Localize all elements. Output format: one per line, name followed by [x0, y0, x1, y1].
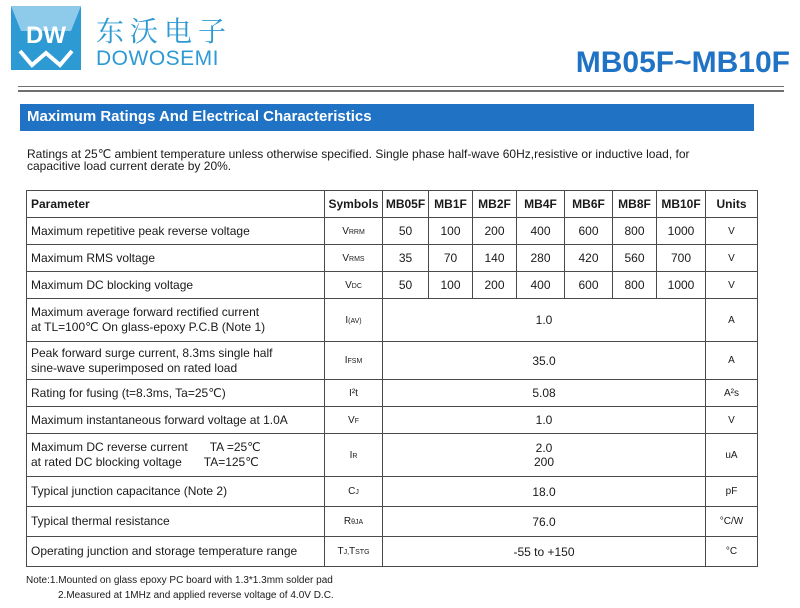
- table-row: [27, 434, 758, 477]
- value-cell: 800: [613, 272, 657, 299]
- logo-letters: DW: [26, 22, 66, 49]
- symbol-subscript: R: [352, 452, 358, 460]
- value-cell: 35: [383, 245, 429, 272]
- condition-text: TA =25℃: [209, 440, 261, 454]
- header-mb05f: MB05F: [383, 191, 429, 218]
- value-cell: 700: [657, 245, 706, 272]
- value-cell: 1.0: [383, 407, 706, 434]
- value-cell: 200: [473, 272, 517, 299]
- value-cell: 400: [517, 272, 565, 299]
- parameter-cell: Maximum instantaneous forward voltage at 1.0A: [27, 407, 325, 434]
- symbol-cell: [325, 507, 383, 537]
- header-divider-thick: [18, 90, 784, 92]
- unit-cell: A: [706, 299, 758, 342]
- symbol-cell: [325, 477, 383, 507]
- unit-cell: A²s: [706, 380, 758, 407]
- unit-cell: V: [706, 245, 758, 272]
- symbol-main: I: [349, 449, 353, 461]
- parameter-line: Peak forward surge current, 8.3ms single half: [31, 345, 273, 360]
- value-cell: 1.0: [383, 299, 706, 342]
- parameter-cell: Rating for fusing (t=8.3ms, Ta=25℃): [27, 380, 325, 407]
- value-cell: -55 to +150: [383, 537, 706, 567]
- header-mb10f: MB10F: [657, 191, 706, 218]
- symbol-main: V: [342, 252, 350, 264]
- table-row: [27, 272, 758, 299]
- value-cell: 1000: [657, 272, 706, 299]
- symbol-subscript: RMS: [349, 255, 365, 263]
- parameter-cell: Maximum RMS voltage: [27, 245, 325, 272]
- symbol-cell: [325, 342, 383, 380]
- symbol-subscript: RRM: [348, 228, 365, 236]
- value-cell: 5.08: [383, 380, 706, 407]
- value-cell: 800: [613, 218, 657, 245]
- parameter-cell: [27, 342, 325, 380]
- brand-name-chinese: 东沃电子: [96, 15, 233, 48]
- brand-name-english: DOWOSEMI: [96, 47, 219, 70]
- table-row: [27, 218, 758, 245]
- symbol-cell: [325, 407, 383, 434]
- header-parameter: Parameter: [27, 191, 325, 218]
- table-header-row: [27, 191, 758, 218]
- header-units: Units: [706, 191, 758, 218]
- symbol-cell: [325, 218, 383, 245]
- ratings-table: [26, 190, 758, 567]
- parameter-line: Maximum average forward rectified current: [31, 305, 260, 319]
- header-divider-thin: [18, 86, 784, 87]
- parameter-cell: Maximum DC blocking voltage: [27, 272, 325, 299]
- value-cell: 50: [383, 218, 429, 245]
- value-cell: 1000: [657, 218, 706, 245]
- parameter-line: sine-wave superimposed on rated load: [31, 360, 238, 375]
- part-number: MB05F~MB10F: [575, 46, 790, 79]
- parameter-line: [31, 455, 324, 470]
- parameter-text: Maximum DC reverse current: [31, 440, 188, 454]
- unit-cell: V: [706, 272, 758, 299]
- unit-cell: °C/W: [706, 507, 758, 537]
- value-cell: [383, 434, 706, 477]
- value-cell: 420: [565, 245, 613, 272]
- parameter-cell: Typical junction capacitance (Note 2): [27, 477, 325, 507]
- symbol-main: T: [337, 546, 344, 557]
- parameter-line: at TL=100℃ On glass-epoxy P.C.B (Note 1): [31, 320, 266, 334]
- unit-cell: V: [706, 218, 758, 245]
- symbol-main: V: [345, 279, 352, 291]
- header-mb1f: MB1F: [429, 191, 473, 218]
- header-mb8f: MB8F: [613, 191, 657, 218]
- value-cell: 140: [473, 245, 517, 272]
- footnotes: [26, 573, 334, 603]
- symbol-subscript: STG: [355, 549, 370, 556]
- symbol-subscript: (AV): [348, 317, 362, 325]
- parameter-cell: Typical thermal resistance: [27, 507, 325, 537]
- value-cell: 600: [565, 272, 613, 299]
- symbol-main: I: [344, 355, 348, 366]
- value-line: 200: [533, 455, 555, 469]
- table-row: [27, 342, 758, 380]
- value-cell: 100: [429, 218, 473, 245]
- table-row: [27, 245, 758, 272]
- dowosemi-logo: [10, 5, 82, 71]
- symbol-subscript: J,: [343, 549, 350, 556]
- symbol-cell: I²t: [325, 380, 383, 407]
- header-symbols: Symbols: [325, 191, 383, 218]
- symbol-cell: [325, 272, 383, 299]
- symbol-main: V: [348, 414, 355, 426]
- symbol-subscript: FSM: [347, 358, 363, 365]
- note-1: Note:1.Mounted on glass epoxy PC board with 1.3*1.3mm solder pad: [26, 575, 333, 586]
- symbol-main: C: [348, 486, 356, 497]
- table-row: [27, 299, 758, 342]
- unit-cell: pF: [706, 477, 758, 507]
- unit-cell: °C: [706, 537, 758, 567]
- symbol-cell: [325, 245, 383, 272]
- parameter-text: at rated DC blocking voltage: [31, 455, 182, 469]
- table-row: [27, 407, 758, 434]
- section-title: Maximum Ratings And Electrical Characteristics: [20, 104, 754, 131]
- table-row: [27, 507, 758, 537]
- unit-cell: uA: [706, 434, 758, 477]
- symbol-main: T: [349, 546, 356, 557]
- value-cell: 18.0: [383, 477, 706, 507]
- value-cell: 400: [517, 218, 565, 245]
- symbol-subscript: DC: [351, 282, 362, 290]
- intro-line-2: capacitive load current derate by 20%.: [27, 159, 232, 173]
- parameter-line: [31, 440, 324, 455]
- value-line: 2.0: [535, 441, 553, 455]
- header-mb2f: MB2F: [473, 191, 517, 218]
- symbol-subscript: F: [354, 417, 359, 425]
- header-mb6f: MB6F: [565, 191, 613, 218]
- value-cell: 280: [517, 245, 565, 272]
- symbol-main: V: [342, 225, 349, 237]
- table-row: [27, 380, 758, 407]
- intro-text: [27, 148, 757, 172]
- parameter-cell: [27, 434, 325, 477]
- table-row: [27, 537, 758, 567]
- parameter-cell: Operating junction and storage temperature range: [27, 537, 325, 567]
- symbol-cell: [325, 537, 383, 567]
- value-cell: 200: [473, 218, 517, 245]
- unit-cell: A: [706, 342, 758, 380]
- table-row: [27, 477, 758, 507]
- note-2: 2.Measured at 1MHz and applied reverse voltage of 4.0V D.C.: [58, 590, 334, 601]
- parameter-cell: Maximum repetitive peak reverse voltage: [27, 218, 325, 245]
- value-cell: 100: [429, 272, 473, 299]
- symbol-subscript: θJA: [351, 519, 364, 526]
- value-cell: 70: [429, 245, 473, 272]
- symbol-main: R: [343, 516, 352, 527]
- unit-cell: V: [706, 407, 758, 434]
- intro-line-1: Ratings at 25℃ ambient temperature unless otherwise specified. Single phase half-wave 60Hz,resistive or inductive load, for: [27, 147, 690, 161]
- value-cell: 76.0: [383, 507, 706, 537]
- value-cell: 35.0: [383, 342, 706, 380]
- symbol-cell: [325, 434, 383, 477]
- value-cell: 50: [383, 272, 429, 299]
- value-cell: 560: [613, 245, 657, 272]
- parameter-cell: [27, 299, 325, 342]
- value-cell: 600: [565, 218, 613, 245]
- symbol-cell: [325, 299, 383, 342]
- symbol-subscript: J: [355, 489, 359, 496]
- header-mb4f: MB4F: [517, 191, 565, 218]
- condition-text: TA=125℃: [203, 455, 259, 469]
- symbol-main: I: [345, 314, 349, 326]
